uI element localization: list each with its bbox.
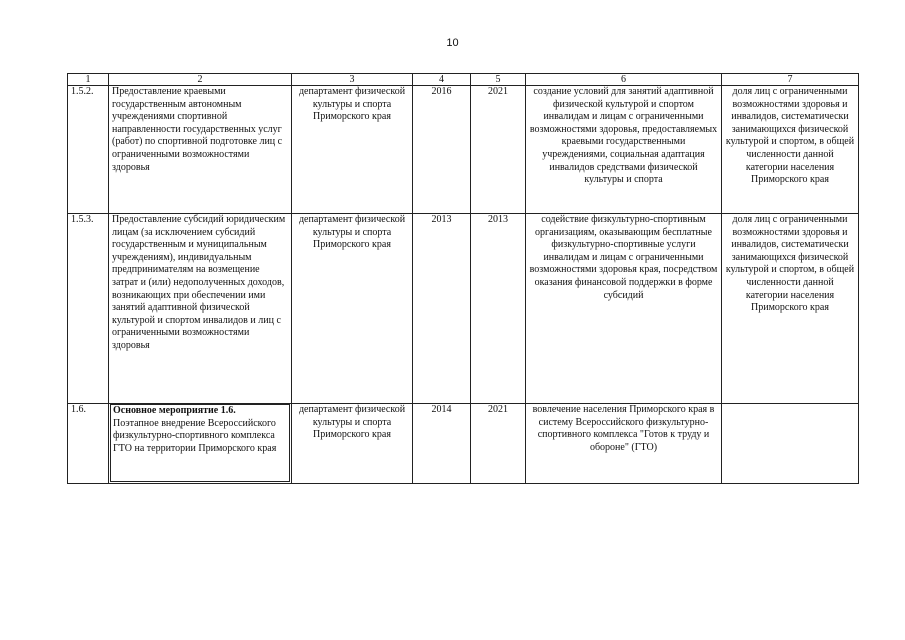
column-header: 5 [471, 74, 526, 86]
start-year: 2014 [413, 404, 471, 484]
column-header: 7 [722, 74, 859, 86]
end-year: 2013 [471, 214, 526, 404]
executor: департамент физической культуры и спорта Приморского края [292, 214, 413, 404]
end-year: 2021 [471, 86, 526, 214]
start-year: 2016 [413, 86, 471, 214]
expected-result: вовлечение населения Приморского края в систему Всероссийского физкультурно-спортивного комплекса "Готов к труду и обороне" (ГТО) [526, 404, 722, 484]
indicator: доля лиц с ограниченными возможностями здоровья и инвалидов, систематически занимающихся физической культурой и спортом, в общей численности данной категории населения Приморского края [722, 86, 859, 214]
row-number: 1.5.2. [68, 86, 109, 214]
column-header: 2 [109, 74, 292, 86]
program-table [67, 73, 859, 484]
main-event-title: Основное мероприятие 1.6. [113, 405, 236, 416]
table-row [68, 86, 859, 214]
column-header: 1 [68, 74, 109, 86]
executor: департамент физической культуры и спорта Приморского края [292, 86, 413, 214]
end-year: 2021 [471, 404, 526, 484]
table-row [68, 214, 859, 404]
executor: департамент физической культуры и спорта Приморского края [292, 404, 413, 484]
main-event-description: Поэтапное внедрение Всероссийского физкультурно-спортивного комплекса ГТО на территории Приморского края [113, 417, 277, 454]
page-number: 10 [446, 37, 459, 49]
row-number: 1.5.3. [68, 214, 109, 404]
expected-result: содействие физкультурно-спортивным организациям, оказывающим бесплатные физкультурно-спортивные услуги инвалидам и лицам с ограниченными возможностями здоровья края, посредством оказания финансовой поддержки в форме субсидий [526, 214, 722, 404]
event-name: Предоставление субсидий юридическим лицам (за исключением субсидий государственным и муниципальным учреждениям), индивидуальным предпринимателям на возмещение затрат и (или) недополученных доходов, возникающих при обеспечении ими занятий адаптивной физической культурой и спортом инвалидов и лиц с ограниченными возможностями здоровья [109, 214, 292, 404]
indicator: доля лиц с ограниченными возможностями здоровья и инвалидов, систематически занимающихся физической культурой и спортом, в общей численности данной категории населения Приморского края [722, 214, 859, 404]
start-year: 2013 [413, 214, 471, 404]
table-row [68, 404, 859, 484]
column-header: 3 [292, 74, 413, 86]
expected-result: создание условий для занятий адаптивной физической культурой и спортом инвалидам и лицам с ограниченными возможностями здоровья, предоставляемых краевыми государственными учреждениями, социальная адаптация инвалидов средствами физической культуры и спорта [526, 86, 722, 214]
indicator [722, 404, 859, 484]
column-header: 4 [413, 74, 471, 86]
row-number: 1.6. [68, 404, 109, 484]
event-name: Предоставление краевыми государственным автономным учреждениями спортивной направленности государственных услуг (работ) по спортивной подготовке лиц с ограниченными возможностями здоровья [109, 86, 292, 214]
column-header: 6 [526, 74, 722, 86]
event-name [109, 404, 292, 484]
column-number-row [68, 74, 859, 86]
main-event-box [110, 404, 290, 482]
